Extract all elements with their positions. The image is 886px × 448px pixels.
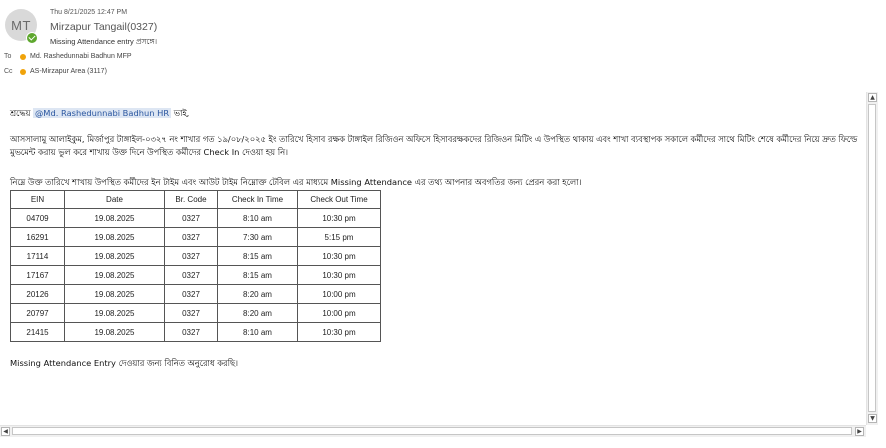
cell-check-out: 10:30 pm <box>298 247 381 266</box>
cell-date: 19.08.2025 <box>65 266 165 285</box>
scroll-left-button[interactable] <box>1 427 10 436</box>
to-label: To <box>4 53 12 60</box>
message-subject: Missing Attendance entry প্রসঙ্গে। <box>50 37 158 46</box>
cell-date: 19.08.2025 <box>65 304 165 323</box>
vertical-scrollbar[interactable] <box>866 92 878 425</box>
cell-check-out: 10:30 pm <box>298 209 381 228</box>
cell-br-code: 0327 <box>165 304 218 323</box>
horizontal-scrollbar[interactable] <box>0 425 866 437</box>
table-row <box>11 209 381 228</box>
cell-date: 19.08.2025 <box>65 285 165 304</box>
presence-available-icon <box>26 32 38 44</box>
chevron-left-icon: ◀ <box>3 427 8 435</box>
to-recipient[interactable]: Md. Rashedunnabi Badhun MFP <box>30 53 132 60</box>
table-row <box>11 247 381 266</box>
table-row <box>11 323 381 342</box>
message-body[interactable] <box>0 92 866 422</box>
cell-check-out: 10:00 pm <box>298 285 381 304</box>
chevron-right-icon: ▶ <box>857 427 862 435</box>
cell-check-in: 8:20 am <box>218 304 298 323</box>
attendance-table <box>10 190 381 342</box>
cc-row <box>4 68 107 75</box>
greeting <box>10 107 189 120</box>
cell-ein: 16291 <box>11 228 65 247</box>
cell-date: 19.08.2025 <box>65 228 165 247</box>
cell-br-code: 0327 <box>165 228 218 247</box>
cell-check-in: 7:30 am <box>218 228 298 247</box>
table-header-row <box>11 191 381 209</box>
presence-away-icon <box>20 54 26 60</box>
greeting-prefix: শ্রদ্ধেয় <box>10 108 33 118</box>
cell-ein: 04709 <box>11 209 65 228</box>
cell-check-in: 8:20 am <box>218 285 298 304</box>
body-paragraph-2: নিম্নে উক্ত তারিখে শাখায় উপস্থিত কর্মীদের ইন টাইম এবং আউট টাইম নিম্নোক্ত টেবিল এর মাধ্যমে Missing Attendance এর তথ্য আপনার অবগতির জন্য প্রেরন করা হলো। <box>10 177 582 187</box>
cell-check-in: 8:10 am <box>218 323 298 342</box>
cell-date: 19.08.2025 <box>65 323 165 342</box>
chevron-up-icon: ▲ <box>870 93 875 101</box>
cc-recipient[interactable]: AS-Mirzapur Area (3117) <box>30 68 107 75</box>
scroll-down-button[interactable] <box>868 414 877 423</box>
closing-line: Missing Attendance Entry দেওয়ার জন্য বিনিত অনুরোধ করছি। <box>10 358 238 368</box>
avatar-initials: MT <box>11 17 31 33</box>
cell-check-in: 8:10 am <box>218 209 298 228</box>
to-row <box>4 53 132 60</box>
chevron-down-icon: ▼ <box>870 414 875 422</box>
cell-ein: 17114 <box>11 247 65 266</box>
message-header <box>0 0 886 88</box>
table-row <box>11 266 381 285</box>
column-header-br-code: Br. Code <box>165 191 218 209</box>
cell-br-code: 0327 <box>165 266 218 285</box>
column-header-ein: EIN <box>11 191 65 209</box>
cc-label: Cc <box>4 68 13 75</box>
cell-date: 19.08.2025 <box>65 209 165 228</box>
cell-ein: 17167 <box>11 266 65 285</box>
vertical-scroll-thumb[interactable] <box>868 104 876 412</box>
column-header-check-out: Check Out Time <box>298 191 381 209</box>
cell-date: 19.08.2025 <box>65 247 165 266</box>
cell-br-code: 0327 <box>165 209 218 228</box>
greeting-suffix: ভাই, <box>171 108 190 118</box>
message-date: Thu 8/21/2025 12:47 PM <box>50 9 128 16</box>
scroll-right-button[interactable] <box>855 427 864 436</box>
scroll-up-button[interactable] <box>868 93 877 102</box>
column-header-check-in: Check In Time <box>218 191 298 209</box>
table-row <box>11 285 381 304</box>
table-row <box>11 304 381 323</box>
cell-check-in: 8:15 am <box>218 247 298 266</box>
mention-link[interactable]: @Md. Rashedunnabi Badhun HR <box>34 108 170 118</box>
cell-ein: 20797 <box>11 304 65 323</box>
presence-away-icon <box>20 69 26 75</box>
horizontal-scroll-thumb[interactable] <box>12 427 852 435</box>
cell-check-out: 10:00 pm <box>298 304 381 323</box>
column-header-date: Date <box>65 191 165 209</box>
cell-check-out: 10:30 pm <box>298 266 381 285</box>
body-paragraph-1: আসসালামু আলাইকুম, মির্জাপুর টাঙ্গাইল-০৩২৭ নং শাখার গত ১৯/০৮/২০২৫ ইং তারিখে হিসাব রক্ষক টাঙ্গাইল রিজিওন অফিসে হিসাবরক্ষকদের রিজিওন মিটিং এ উপস্থিত থাকায় এবং শাখা ব্যবস্থাপক সকালে কর্মীদের সাথে মিটিং শেষে কর্মীদের নিয়ে দ্রুত ফিল্ডে মুভমেন্ট করায় ভুল করে শাখায় উক্ত দিনে উপস্থিত কর্মীদের Check In দেওয়া হয় নি। <box>10 134 858 157</box>
sender-name[interactable]: Mirzapur Tangail(0327) <box>50 21 158 33</box>
cell-check-out: 5:15 pm <box>298 228 381 247</box>
cell-br-code: 0327 <box>165 285 218 304</box>
cell-ein: 20126 <box>11 285 65 304</box>
cell-check-out: 10:30 pm <box>298 323 381 342</box>
cell-ein: 21415 <box>11 323 65 342</box>
cell-check-in: 8:15 am <box>218 266 298 285</box>
cell-br-code: 0327 <box>165 323 218 342</box>
table-row <box>11 228 381 247</box>
cell-br-code: 0327 <box>165 247 218 266</box>
